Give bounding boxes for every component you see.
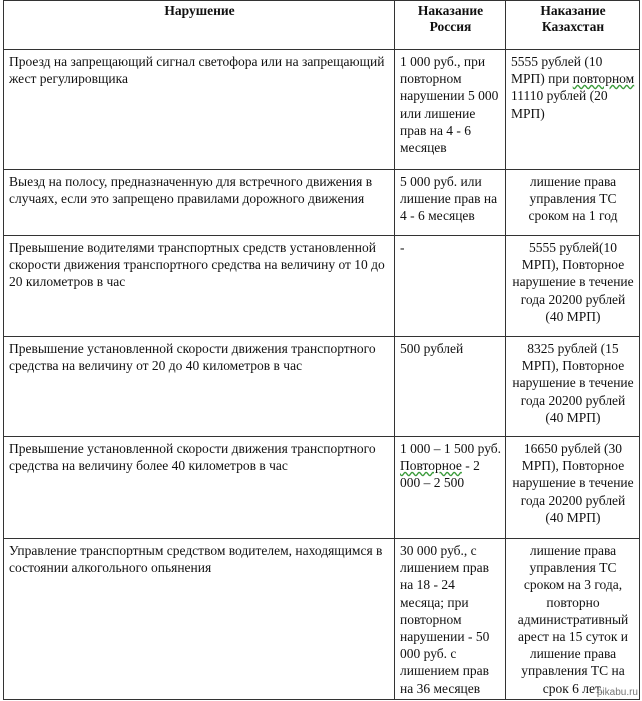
russia-penalty-cell: - <box>395 236 506 337</box>
header-kazakhstan: Наказание Казахстан <box>506 1 640 50</box>
russia-penalty-cell: 500 рублей <box>395 337 506 437</box>
penalty-comparison-table <box>3 0 640 700</box>
violation-cell: Превышение установленной скорости движения транспортного средства на величину более 40 километров в час <box>4 437 395 539</box>
russia-penalty-cell: 5 000 руб. или лишение прав на 4 - 6 месяцев <box>395 170 506 236</box>
table-row <box>4 50 640 170</box>
spellcheck-underlined-word: Повторное <box>400 458 462 474</box>
kazakhstan-penalty-cell: 16650 рублей (30 МРП), Повторное нарушение в течение года 20200 рублей (40 МРП) <box>506 437 640 539</box>
russia-penalty-cell: 1 000 – 1 500 руб. Повторное - 2 000 – 2 500 <box>395 437 506 539</box>
violation-cell: Выезд на полосу, предназначенную для встречного движения в случаях, если это запрещено правилами дорожного движения <box>4 170 395 236</box>
violation-cell: Превышение установленной скорости движения транспортного средства на величину от 20 до 40 километров в час <box>4 337 395 437</box>
kazakhstan-penalty-cell: лишение права управления ТС сроком на 3 года, повторно административный арест на 15 суток и лишение права управления ТС на срок 6 лет. <box>506 539 640 700</box>
table-row <box>4 437 640 539</box>
russia-penalty-cell: 30 000 руб., с лишением прав на 18 - 24 месяца; при повторном нарушении - 50 000 руб. с лишением прав на 36 месяцев <box>395 539 506 700</box>
kazakhstan-penalty-cell: 8325 рублей (15 МРП), Повторное нарушение в течение года 20200 рублей (40 МРП) <box>506 337 640 437</box>
kazakhstan-penalty-cell: лишение права управления ТС сроком на 1 год <box>506 170 640 236</box>
russia-penalty-cell: 1 000 руб., при повторном нарушении 5 000 или лишение прав на 4 - 6 месяцев <box>395 50 506 170</box>
header-russia: Наказание Россия <box>395 1 506 50</box>
violation-cell: Проезд на запрещающий сигнал светофора или на запрещающий жест регулировщика <box>4 50 395 170</box>
watermark: pikabu.ru <box>596 687 638 698</box>
table-row <box>4 236 640 337</box>
table-row <box>4 170 640 236</box>
header-row <box>4 1 640 50</box>
kazakhstan-penalty-cell: 5555 рублей(10 МРП), Повторное нарушение в течение года 20200 рублей (40 МРП) <box>506 236 640 337</box>
kazakhstan-penalty-cell: 5555 рублей (10 МРП) при повторном 11110 рублей (20 МРП) <box>506 50 640 170</box>
violation-cell: Управление транспортным средством водителем, находящимся в состоянии алкогольного опьянения <box>4 539 395 700</box>
spellcheck-underlined-word: повторном <box>572 71 635 87</box>
table-row <box>4 539 640 700</box>
header-violation: Нарушение <box>4 1 395 50</box>
violation-cell: Превышение водителями транспортных средств установленной скорости движения транспортного средства на величину от 10 до 20 километров в час <box>4 236 395 337</box>
table-row <box>4 337 640 437</box>
